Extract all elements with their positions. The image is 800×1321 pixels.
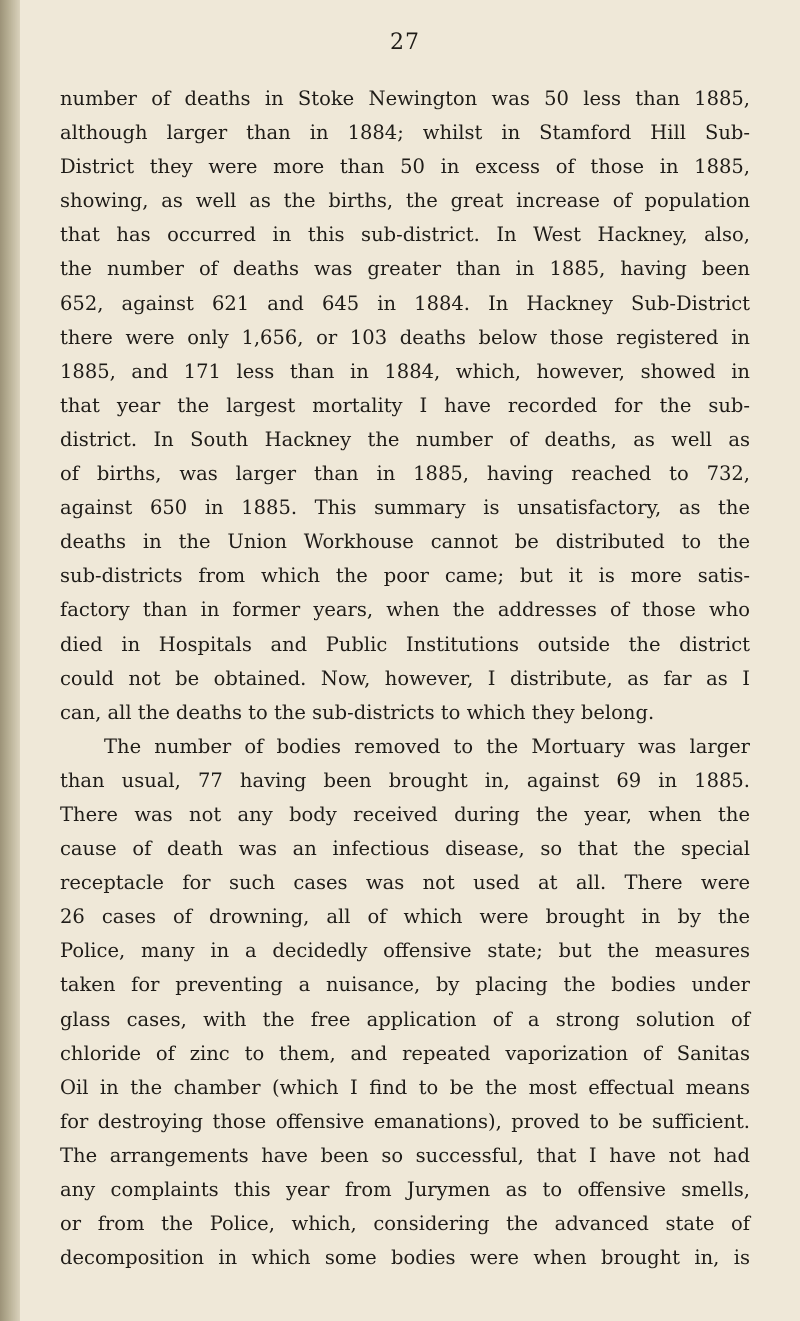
text-line: the number of deaths was greater than in 1885, having been xyxy=(60,257,750,281)
text-line: 1885, and 171 less than in 1884, which, however, showed in xyxy=(60,359,750,383)
text-line: receptacle for such cases was not used at all. There were xyxy=(60,871,750,895)
text-line: glass cases, with the free application of a strong solution of xyxy=(60,1007,750,1031)
text-line: There was not any body received during the year, when the xyxy=(60,802,750,826)
text-line: number of deaths in Stoke Newington was 50 less than 1885, xyxy=(60,87,750,110)
binding-edge xyxy=(0,0,20,1321)
text-line: of births, was larger than in 1885, having reached to 732, xyxy=(60,462,750,486)
text-line: showing, as well as the births, the great increase of population xyxy=(60,189,750,213)
text-line: that year the largest mortality I have recorded for the sub- xyxy=(60,393,750,417)
text-line: against 650 in 1885. This summary is unsatisfactory, as the xyxy=(60,496,750,520)
document-page xyxy=(60,0,750,1321)
body-text xyxy=(60,82,750,1275)
text-line: The number of bodies removed to the Mortuary was larger xyxy=(104,734,750,758)
text-line: died in Hospitals and Public Institutions outside the district xyxy=(60,632,750,656)
text-line: although larger than in 1884; whilst in Stamford Hill Sub- xyxy=(60,121,750,145)
page-number: 27 xyxy=(390,30,420,55)
text-line: The arrangements have been so successful, that I have not had xyxy=(60,1143,750,1167)
text-line: deaths in the Union Workhouse cannot be distributed to the xyxy=(60,530,750,554)
text-line: Oil in the chamber (which I find to be the most effectual means xyxy=(60,1075,750,1099)
text-line: chloride of zinc to them, and repeated vaporization of Sanitas xyxy=(60,1041,750,1065)
text-line: 26 cases of drowning, all of which were brought in by the xyxy=(60,905,750,929)
text-line: that has occurred in this sub-district. In West Hackney, also, xyxy=(60,223,750,247)
text-line: cause of death was an infectious disease, so that the special xyxy=(60,837,750,861)
text-line: decomposition in which some bodies were when brought in, is xyxy=(60,1246,750,1270)
text-line: there were only 1,656, or 103 deaths below those registered in xyxy=(60,325,750,349)
text-line: Police, many in a decidedly offensive state; but the measures xyxy=(60,939,750,963)
text-line: district. In South Hackney the number of deaths, as well as xyxy=(60,427,750,451)
text-line: District they were more than 50 in excess of those in 1885, xyxy=(60,155,750,179)
text-line: or from the Police, which, considering the advanced state of xyxy=(60,1212,750,1236)
text-line: could not be obtained. Now, however, I distribute, as far as I xyxy=(60,666,750,690)
text-line: 652, against 621 and 645 in 1884. In Hackney Sub-District xyxy=(60,291,750,315)
text-line: sub-districts from which the poor came; but it is more satis- xyxy=(60,564,750,588)
text-line: factory than in former years, when the addresses of those who xyxy=(60,598,750,622)
text-line: any complaints this year from Jurymen as to offensive smells, xyxy=(60,1178,750,1201)
text-line: for destroying those offensive emanations), proved to be sufficient. xyxy=(60,1109,750,1133)
text-line: taken for preventing a nuisance, by placing the bodies under xyxy=(60,973,750,997)
text-line: than usual, 77 having been brought in, against 69 in 1885. xyxy=(60,768,750,792)
text-line: can, all the deaths to the sub-districts to which they belong. xyxy=(60,700,655,724)
